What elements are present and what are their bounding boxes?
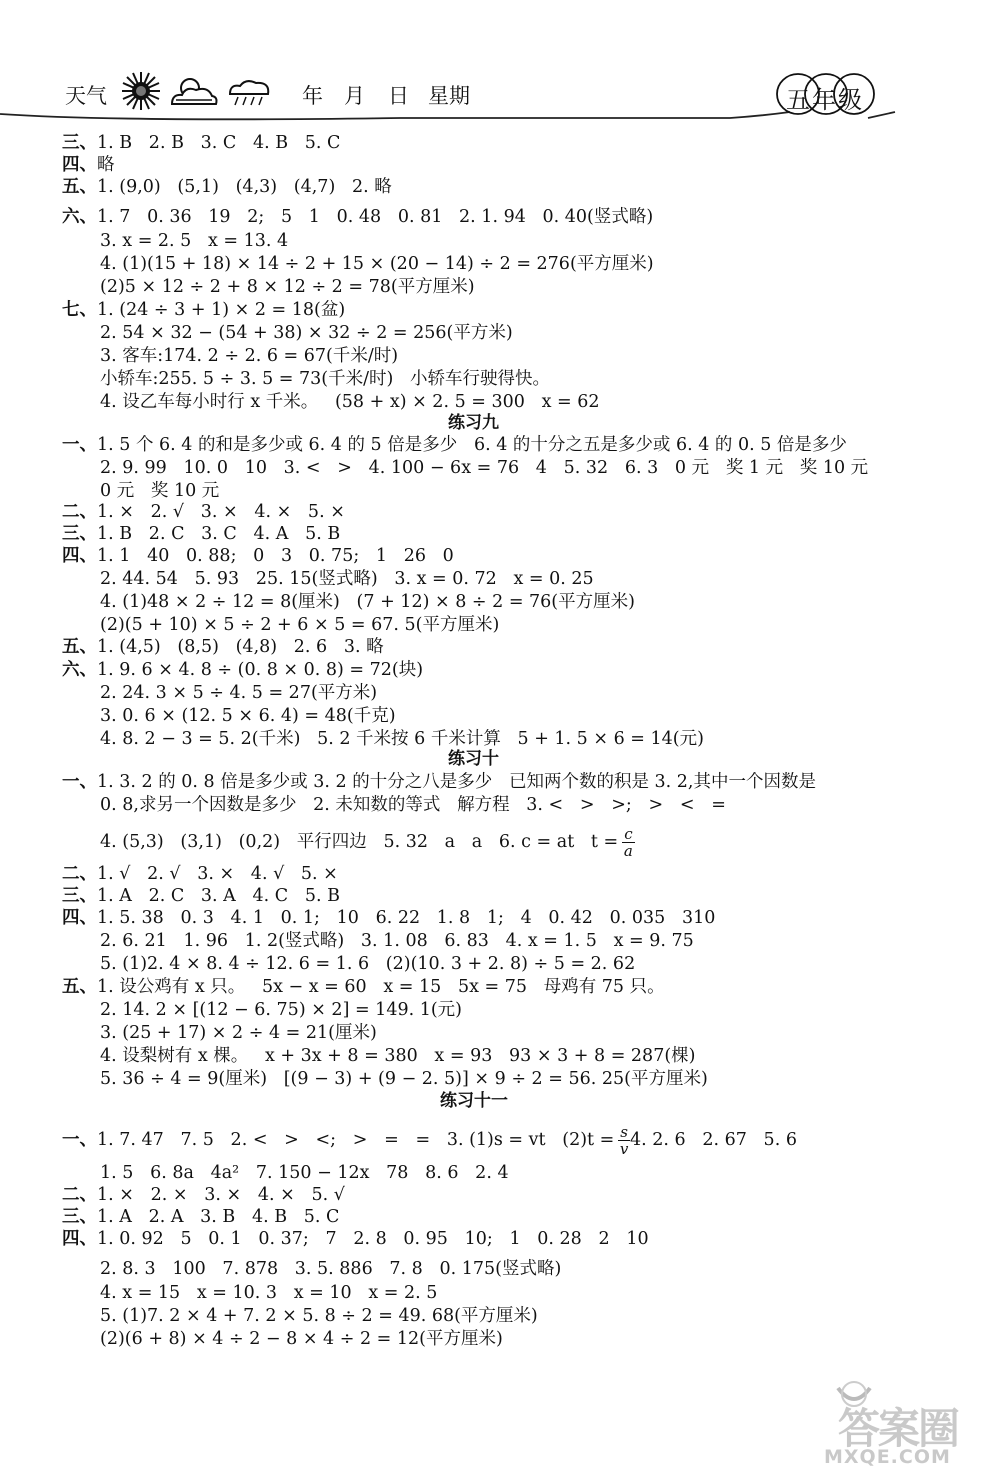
answer-line: 2. 6. 21 1. 96 1. 2(竖式略) 3. 1. 08 6. 83 4. x = 1. 5 x = 9. 75	[100, 931, 694, 951]
answer-line: 4. 设乙车每小时行 x 千米。 (58 + x) × 2. 5 = 300 x = 62	[100, 392, 600, 412]
weather-label: 天气	[65, 84, 107, 108]
answer-line: 3. 客车:174. 2 ÷ 2. 6 = 67(千米/时)	[100, 346, 399, 366]
fraction-s-over-v: $\frac{s}{v}$	[619, 1123, 629, 1158]
answer-line: 二、1. × 2. × 3. × 4. × 5. √	[62, 1185, 345, 1205]
section-title: 练习十一	[440, 1091, 508, 1111]
answer-line: 小轿车:255. 5 ÷ 3. 5 = 73(千米/时) 小轿车行驶得快。	[100, 369, 551, 389]
answer-line: 4. (1)48 × 2 ÷ 12 = 8(厘米) (7 + 12) × 8 ÷ 2 = 76(平方厘米)	[100, 592, 635, 612]
answer-line: 2. 44. 54 5. 93 25. 15(竖式略) 3. x = 0. 72 x = 0. 25	[100, 569, 594, 589]
answer-line: 六、1. 7 0. 36 19 2; 5 1 0. 48 0. 81 2. 1. 94 0. 40(竖式略)	[62, 207, 654, 227]
answer-line: 1. 5 6. 8a 4a² 7. 150 − 12x 78 8. 6 2. 4	[100, 1163, 509, 1183]
page-header	[0, 0, 1000, 125]
answer-line: 五、1. (9,0) (5,1) (4,3) (4,7) 2. 略	[62, 177, 392, 197]
answer-line: 4. (5,3) (3,1) (0,2) 平行四边 5. 32 a a 6. c = at t = $\frac{c}{a}$	[100, 825, 633, 860]
answer-line: 2. 14. 2 × [(12 − 6. 75) × 2] = 149. 1(元)	[100, 1000, 462, 1020]
answer-line: 一、1. 7. 47 7. 5 2. < > <; > = = 3. (1)s = vt (2)t = $\frac{s}{v}$ 4. 2. 6 2. 67 5. 6	[62, 1123, 797, 1158]
answer-line: 4. (1)(15 + 18) × 14 ÷ 2 + 15 × (20 − 14) ÷ 2 = 276(平方厘米)	[100, 254, 654, 274]
day-label: 日	[388, 84, 409, 108]
answer-line: 三、1. B 2. C 3. C 4. A 5. B	[62, 524, 341, 544]
fraction-c-over-a: $\frac{c}{a}$	[623, 825, 633, 860]
answer-line: 四、1. 5. 38 0. 3 4. 1 0. 1; 10 6. 22 1. 8 1; 4 0. 42 0. 035 310	[62, 908, 716, 928]
answer-line: 六、1. 9. 6 × 4. 8 ÷ (0. 8 × 0. 8) = 72(块)	[62, 660, 424, 680]
weekday-label: 星期	[428, 84, 470, 108]
answer-line: 4. x = 15 x = 10. 3 x = 10 x = 2. 5	[100, 1283, 438, 1303]
answer-line: 五、1. 设公鸡有 x 只。 5x − x = 60 x = 15 5x = 75 母鸡有 75 只。	[62, 977, 665, 997]
answer-line: 四、略	[62, 155, 115, 175]
answer-line: 3. (25 + 17) × 2 ÷ 4 = 21(厘米)	[100, 1023, 377, 1043]
answer-line: 3. x = 2. 5 x = 13. 4	[100, 231, 289, 251]
section-title: 练习十	[448, 749, 499, 769]
answer-line: 三、1. B 2. B 3. C 4. B 5. C	[62, 133, 341, 153]
year-label: 年	[302, 84, 323, 108]
answer-line: 三、1. A 2. C 3. A 4. C 5. B	[62, 886, 340, 906]
answer-line: 4. 设梨树有 x 棵。 x + 3x + 8 = 380 x = 93 93 × 3 + 8 = 287(棵)	[100, 1046, 696, 1066]
answer-line: 2. 9. 99 10. 0 10 3. < > 4. 100 − 6x = 76 4 5. 32 6. 3 0 元 奖 1 元 奖 10 元	[100, 458, 869, 478]
answer-line: 5. (1)7. 2 × 4 + 7. 2 × 5. 8 ÷ 2 = 49. 68(平方厘米)	[100, 1306, 538, 1326]
answer-line: 二、1. × 2. √ 3. × 4. × 5. ×	[62, 502, 345, 522]
answer-line: (2)(5 + 10) × 5 ÷ 2 + 6 × 5 = 67. 5(平方厘米)	[100, 615, 500, 635]
answer-line: 5. (1)2. 4 × 8. 4 ÷ 12. 6 = 1. 6 (2)(10. 3 + 2. 8) ÷ 5 = 2. 62	[100, 954, 636, 974]
answer-line: 一、1. 5 个 6. 4 的和是多少或 6. 4 的 5 倍是多少 6. 4 的十分之五是多少或 6. 4 的 0. 5 倍是多少	[62, 435, 847, 455]
answer-line: 5. 36 ÷ 4 = 9(厘米) [(9 − 3) + (9 − 2. 5)] × 9 ÷ 2 = 56. 25(平方厘米)	[100, 1069, 708, 1089]
answer-line: (2)(6 + 8) × 4 ÷ 2 − 8 × 4 ÷ 2 = 12(平方厘米)	[100, 1329, 503, 1349]
answer-line: 四、1. 1 40 0. 88; 0 3 0. 75; 1 26 0	[62, 546, 454, 566]
answer-line: 七、1. (24 ÷ 3 + 1) × 2 = 18(盆)	[62, 300, 346, 320]
answer-line: 二、1. √ 2. √ 3. × 4. √ 5. ×	[62, 864, 338, 884]
watermark-title: 答案圈	[838, 1404, 959, 1453]
answer-line: 3. 0. 6 × (12. 5 × 6. 4) = 48(千克)	[100, 706, 396, 726]
answer-line: 2. 24. 3 × 5 ÷ 4. 5 = 27(平方米)	[100, 683, 378, 703]
answer-line: 2. 54 × 32 − (54 + 38) × 32 ÷ 2 = 256(平方米)	[100, 323, 513, 343]
watermark	[818, 1370, 1000, 1470]
sun-icon	[118, 70, 164, 112]
answer-line: 三、1. A 2. A 3. B 4. B 5. C	[62, 1207, 340, 1227]
grade-label: 五年级	[786, 86, 864, 114]
answer-line: 五、1. (4,5) (8,5) (4,8) 2. 6 3. 略	[62, 637, 384, 657]
answer-line: 一、1. 3. 2 的 0. 8 倍是多少或 3. 2 的十分之八是多少 已知两个数的积是 3. 2,其中一个因数是	[62, 772, 816, 792]
section-title: 练习九	[448, 413, 499, 433]
answer-line: 2. 8. 3 100 7. 878 3. 5. 886 7. 8 0. 175(竖式略)	[100, 1259, 562, 1279]
cloudy-icon	[168, 76, 220, 108]
answer-line: 0 元 奖 10 元	[100, 481, 220, 501]
rain-icon	[226, 78, 274, 108]
answer-line: 四、1. 0. 92 5 0. 1 0. 37; 7 2. 8 0. 95 10; 1 0. 28 2 10	[62, 1229, 649, 1249]
watermark-domain: MXQE.COM	[824, 1446, 951, 1468]
answer-line: 4. 8. 2 − 3 = 5. 2(千米) 5. 2 千米按 6 千米计算 5 + 1. 5 × 6 = 14(元)	[100, 729, 704, 749]
month-label: 月	[344, 84, 365, 108]
answer-line: (2)5 × 12 ÷ 2 + 8 × 12 ÷ 2 = 78(平方厘米)	[100, 277, 475, 297]
answer-line: 0. 8,求另一个因数是多少 2. 未知数的等式 解方程 3. < > >; > < =	[100, 795, 726, 815]
